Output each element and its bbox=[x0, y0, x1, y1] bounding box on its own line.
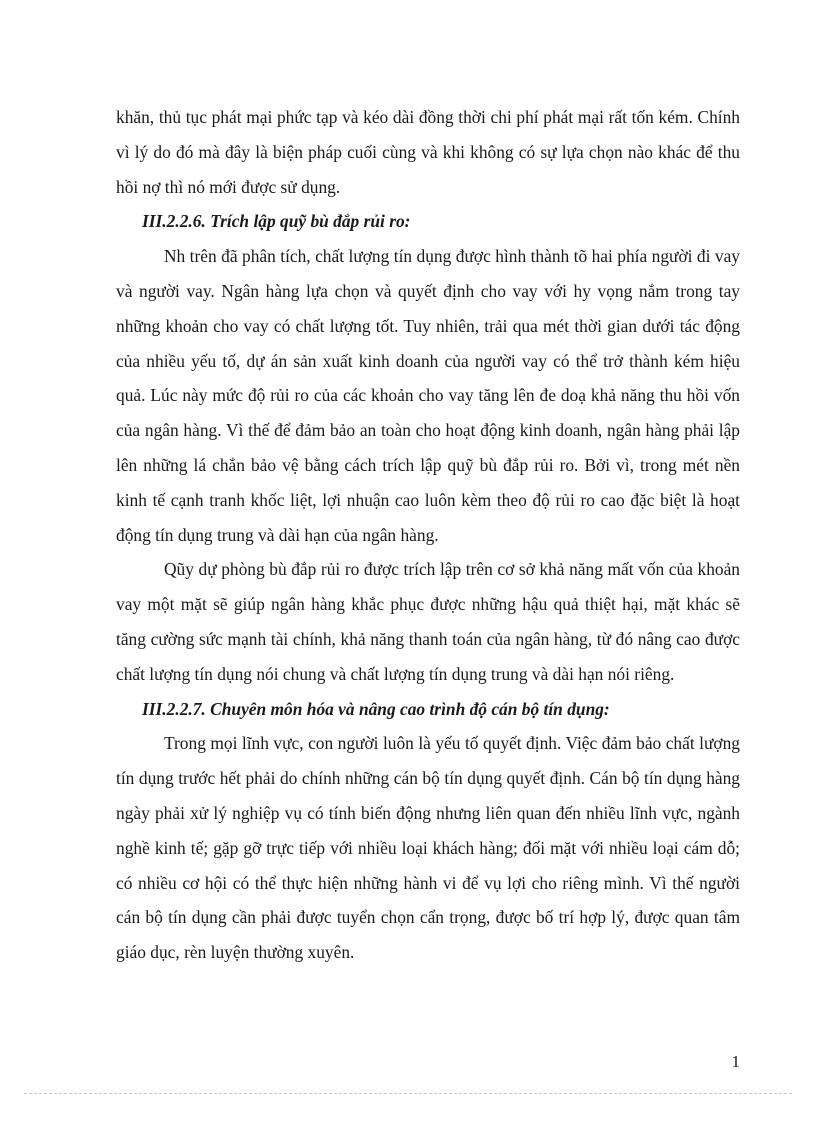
section-heading-iii-2-2-6: III.2.2.6. Trích lập quỹ bù đắp rủi ro: bbox=[142, 211, 411, 232]
section-heading-iii-2-2-7: III.2.2.7. Chuyên môn hóa và nâng cao trình độ cán bộ tín dụng: bbox=[142, 698, 610, 719]
paragraph-credit-staff: Trong mọi lĩnh vực, con người luôn là yếu tố quyết định. Việc đảm bảo chất lượng tín dụng trước hết phải do chính những cán bộ tín dụng quyết định. Cán bộ tín dụng hàng ngày phải xử lý nghiệp vụ có tính biến động nhưng liên quan đến nhiều lĩnh vực, ngành nghề kinh tế; gặp gỡ trực tiếp với nhiều loại khách hàng; đối mặt với nhiều loại cám dỗ; có nhiều cơ hội có thể thực hiện những hành vi để vụ lợi cho riêng mình. Vì thế người cán bộ tín dụng cần phải được tuyển chọn cẩn trọng, được bố trí hợp lý, được quan tâm giáo dục, rèn luyện thường xuyên. bbox=[116, 733, 740, 963]
footer-divider bbox=[24, 1093, 792, 1094]
page-number: 1 bbox=[731, 1052, 740, 1071]
paragraph-risk-fund-2: Qũy dự phòng bù đắp rủi ro được trích lập trên cơ sở khả năng mất vốn của khoản vay một mặt sẽ giúp ngân hàng khắc phục được những hậu quả thiệt hại, mặt khác sẽ tăng cường sức mạnh tài chính, khả năng thanh toán của ngân hàng, từ đó nâng cao được chất lượng tín dụng nói chung và chất lượng tín dụng trung và dài hạn nói riêng. bbox=[116, 559, 740, 684]
paragraph-risk-fund-1: Nh trên đã phân tích, chất lượng tín dụng được hình thành tõ hai phía người đi vay và người vay. Ngân hàng lựa chọn và quyết định cho vay với hy vọng nắm trong tay những khoản cho vay có chất lượng tốt. Tuy nhiên, trải qua mét thời gian dưới tác động của nhiều yếu tố, dự án sản xuất kinh doanh của người vay có thể trở thành kém hiệu quả. Lúc này mức độ rủi ro của các khoản cho vay tăng lên đe doạ khả năng thu hồi vốn của ngân hàng. Vì thế để đảm bảo an toàn cho hoạt động kinh doanh, ngân hàng phải lập lên những lá chắn bảo vệ bằng cách trích lập quỹ bù đắp rủi ro. Bởi vì, trong mét nền kinh tế cạnh tranh khốc liệt, lợi nhuận cao luôn kèm theo độ rủi ro cao đặc biệt là hoạt động tín dụng trung và dài hạn của ngân hàng. bbox=[116, 246, 740, 545]
document-body bbox=[116, 100, 740, 970]
paragraph-continuation: khăn, thủ tục phát mại phức tạp và kéo dài đồng thời chi phí phát mại rất tốn kém. Chính vì lý do đó mà đây là biện pháp cuối cùng và khi không có sự lựa chọn nào khác để thu hồi nợ thì nó mới được sử dụng. bbox=[116, 107, 740, 197]
